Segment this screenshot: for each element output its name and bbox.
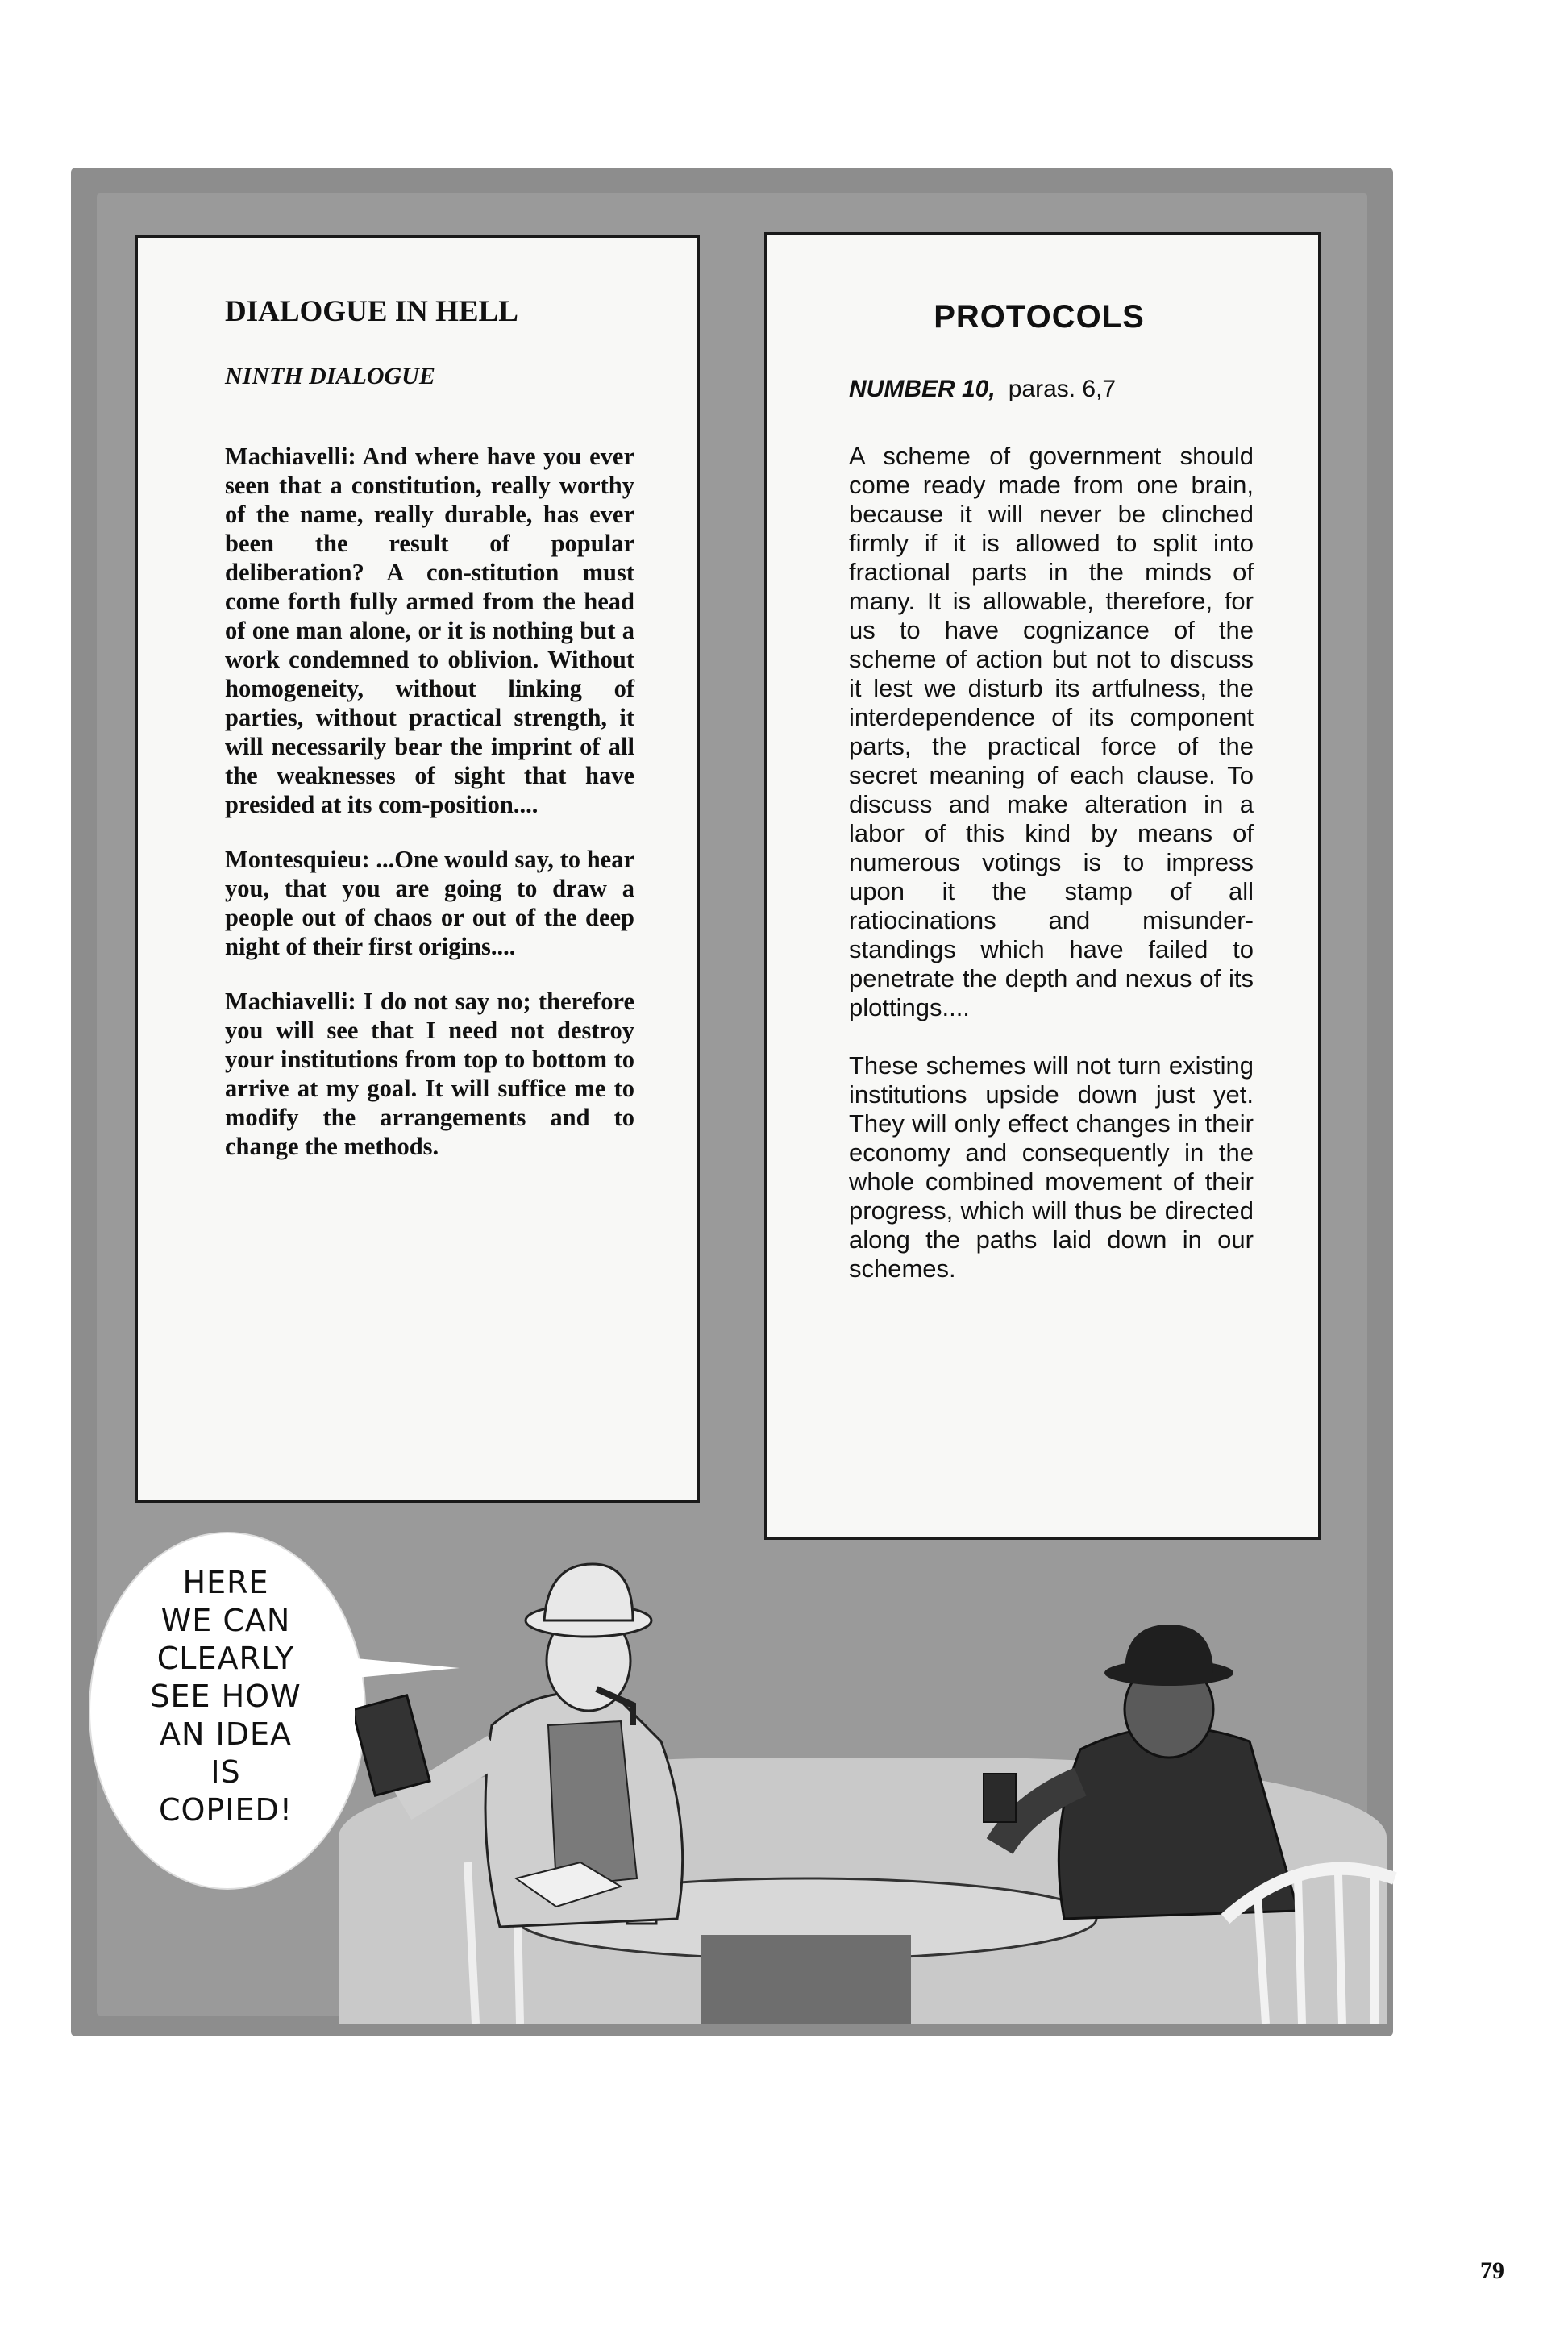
dialogue-paragraph: Montesquieu: ...One would say, to hear you, that you are going to draw a people out of chaos or out of the deep night of their first origins.... bbox=[225, 846, 634, 960]
dialogue-paragraph: Machiavelli: I do not say no; therefore you will see that I need not destroy your institutions from top to bottom to arrive at my goal. It will suffice me to modify the arrangements and to change the methods. bbox=[225, 988, 634, 1160]
speech-line: SEE HOW bbox=[150, 1679, 302, 1714]
dialogue-paragraph: Machiavelli: And where have you ever seen that a constitution, really worthy of the name, really durable, has ever been the result of popular deliberation? A con-stitution must come forth fully armed from the head of one man alone, or it is nothing but a work condemned to oblivion. Without homogeneity, without linking of parties, without practical strength, it will necessarily bear the imprint of all the weaknesses of sight that have presided at its com-position.... bbox=[225, 443, 634, 818]
dialogue-title: DIALOGUE IN HELL bbox=[225, 295, 518, 328]
dialogue-subtitle: NINTH DIALOGUE bbox=[225, 363, 435, 389]
illustration-two-men-at-table bbox=[355, 1540, 1403, 2024]
speech-line: HERE bbox=[182, 1565, 269, 1600]
speech-line: IS bbox=[210, 1754, 241, 1790]
table-base bbox=[701, 1935, 911, 2024]
protocols-paragraph: These schemes will not turn existing institutions upside down just yet. They will only effect changes in their economy and consequently in the whole combined movement of their progress, which will thus be directed along the paths laid down in our schemes. bbox=[849, 1051, 1254, 1283]
protocols-paras: paras. 6,7 bbox=[1008, 376, 1117, 402]
speech-bubble-text bbox=[121, 1564, 331, 1829]
speech-line: COPIED! bbox=[158, 1792, 293, 1828]
protocols-document bbox=[764, 232, 1321, 1540]
dialogue-document bbox=[135, 235, 700, 1503]
speech-line: AN IDEA bbox=[160, 1716, 292, 1752]
protocols-subtitle bbox=[849, 376, 1254, 403]
protocols-title: PROTOCOLS bbox=[934, 299, 1145, 335]
man-right-hat-crown bbox=[1125, 1625, 1213, 1673]
speech-line: WE CAN bbox=[160, 1603, 291, 1638]
speech-line: CLEARLY bbox=[156, 1641, 295, 1676]
protocols-number: NUMBER 10, bbox=[849, 376, 996, 402]
book bbox=[355, 1695, 430, 1795]
man-left-sweater bbox=[548, 1721, 637, 1887]
cup bbox=[984, 1774, 1016, 1822]
protocols-paragraph: A scheme of government should come ready made from one brain, because it will never be clinched firmly if it is allowed to split into fractional parts in the minds of many. It is allowable, therefore, for us to have cognizance of the scheme of action but not to discuss it lest we disturb its artfulness, the interdependence of its component parts, the practical force of the secret meaning of each clause. To discuss and make alteration in a labor of this kind by means of numerous votings is to impress upon it the stamp of all ratiocinations and misunder-standings which have failed to penetrate the depth and nexus of its plottings.... bbox=[849, 442, 1254, 1021]
man-left-hat-crown bbox=[544, 1564, 633, 1620]
page-number: 79 bbox=[1480, 2257, 1504, 2284]
